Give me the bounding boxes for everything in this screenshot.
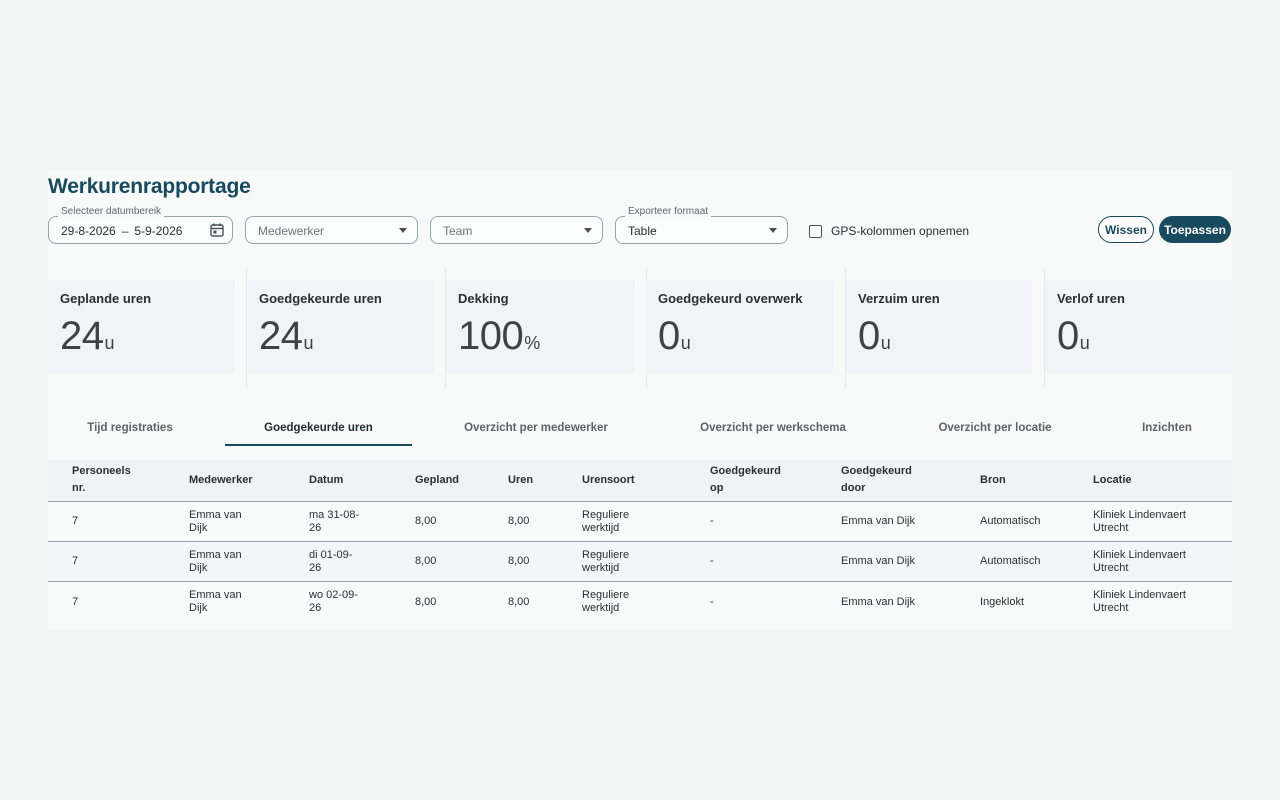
kpi-label: Verzuim uren	[858, 291, 940, 306]
cell-employee-number: 7	[72, 555, 79, 567]
team-placeholder: Team	[443, 224, 473, 238]
gps-checkbox[interactable]	[809, 225, 822, 238]
kpi-label: Geplande uren	[60, 291, 152, 306]
date-range-separator: –	[121, 224, 129, 238]
date-range-end: 5-9-2026	[134, 224, 183, 238]
employee-placeholder: Medewerker	[258, 224, 325, 238]
kpi-label: Dekking	[458, 291, 509, 306]
cell-approved-on: -	[710, 515, 714, 527]
column-header-employee-number[interactable]: Personeels nr.	[72, 465, 131, 494]
tab-per-schedule[interactable]: Overzicht per werkschema	[700, 422, 846, 434]
cell-planned: 8,00	[415, 596, 437, 608]
cell-approved-by: Emma van Dijk	[841, 596, 915, 608]
cell-hour-type: Reguliere werktijd	[582, 589, 630, 614]
cell-approved-by: Emma van Dijk	[841, 555, 915, 567]
cell-approved-by: Emma van Dijk	[841, 515, 915, 527]
column-header-approved-by[interactable]: Goedgekeurd door	[841, 465, 912, 494]
date-range-start: 29-8-2026	[61, 224, 116, 238]
kpi-value: 0u	[658, 314, 691, 358]
calendar-icon[interactable]	[209, 222, 225, 238]
gps-checkbox-label: GPS-kolommen opnemen	[831, 224, 970, 238]
cell-employee: Emma van Dijk	[189, 509, 242, 534]
chevron-down-icon	[584, 228, 592, 233]
column-header-hour-type[interactable]: Urensoort	[582, 474, 635, 486]
cell-hours: 8,00	[508, 515, 530, 527]
cell-source: Ingeklokt	[980, 596, 1025, 608]
cell-approved-on: -	[710, 555, 714, 567]
kpi-value: 0u	[858, 314, 891, 358]
kpi-unit: u	[880, 333, 891, 353]
chevron-down-icon	[769, 228, 777, 233]
team-select[interactable]	[430, 216, 603, 244]
cell-hours: 8,00	[508, 555, 530, 567]
cell-source: Automatisch	[980, 555, 1041, 567]
apply-button[interactable]: Toepassen	[1159, 216, 1231, 243]
kpi-value: 24u	[60, 314, 115, 358]
page-title: Werkurenrapportage	[48, 175, 251, 198]
cell-date: wo 02-09- 26	[309, 589, 358, 614]
table-row[interactable]	[48, 542, 1232, 582]
cell-employee-number: 7	[72, 515, 79, 527]
date-range-value[interactable]	[61, 224, 182, 238]
column-header-location[interactable]: Locatie	[1093, 474, 1132, 486]
kpi-value: 100%	[458, 314, 540, 358]
cell-employee-number: 7	[72, 596, 79, 608]
kpi-card-planned-hours	[48, 280, 235, 373]
cell-date: ma 31-08- 26	[309, 509, 360, 534]
kpi-card-approved-hours	[247, 280, 434, 373]
table-header	[48, 460, 1232, 502]
cell-employee: Emma van Dijk	[189, 549, 242, 574]
kpi-label: Goedgekeurde uren	[259, 291, 382, 306]
cell-date: di 01-09- 26	[309, 549, 353, 574]
kpi-card-leave-hours	[1045, 280, 1232, 373]
tab-per-employee[interactable]: Overzicht per medewerker	[464, 422, 608, 434]
kpi-unit: u	[104, 333, 115, 353]
column-header-date[interactable]: Datum	[309, 474, 344, 486]
kpi-unit: u	[1079, 333, 1090, 353]
date-range-field[interactable]	[48, 206, 233, 244]
export-format-value: Table	[628, 224, 657, 238]
kpi-unit: u	[680, 333, 691, 353]
tab-per-location[interactable]: Overzicht per locatie	[938, 422, 1052, 434]
tab-insights[interactable]: Inzichten	[1142, 422, 1192, 434]
kpi-unit: %	[524, 333, 540, 353]
cell-hour-type: Reguliere werktijd	[582, 509, 630, 534]
export-format-legend: Exporteer formaat	[625, 206, 711, 218]
cell-planned: 8,00	[415, 555, 437, 567]
tab-approved-hours[interactable]: Goedgekeurde uren	[225, 412, 412, 446]
kpi-value: 24u	[259, 314, 314, 358]
kpi-card-absence-hours	[846, 280, 1032, 373]
cell-hours: 8,00	[508, 596, 530, 608]
cell-planned: 8,00	[415, 515, 437, 527]
cell-source: Automatisch	[980, 515, 1041, 527]
cell-employee: Emma van Dijk	[189, 589, 242, 614]
tab-time-registrations[interactable]: Tijd registraties	[87, 422, 173, 434]
cell-hour-type: Reguliere werktijd	[582, 549, 630, 574]
clear-button[interactable]: Wissen	[1098, 216, 1154, 243]
cell-location: Kliniek Lindenvaert Utrecht	[1093, 589, 1186, 614]
kpi-card-coverage	[446, 280, 635, 373]
table-row[interactable]	[48, 582, 1232, 626]
cell-approved-on: -	[710, 596, 714, 608]
gps-columns-option[interactable]	[809, 224, 969, 238]
export-format-select[interactable]	[615, 206, 788, 244]
employee-select[interactable]	[245, 216, 418, 244]
date-range-legend: Selecteer datumbereik	[58, 206, 164, 218]
cell-location: Kliniek Lindenvaert Utrecht	[1093, 549, 1186, 574]
column-header-planned[interactable]: Gepland	[415, 474, 460, 486]
kpi-card-approved-overtime	[646, 280, 833, 373]
kpi-unit: u	[303, 333, 314, 353]
kpi-label: Goedgekeurd overwerk	[658, 291, 803, 306]
table-row[interactable]	[48, 502, 1232, 542]
chevron-down-icon	[399, 228, 407, 233]
column-header-employee[interactable]: Medewerker	[189, 474, 253, 486]
column-header-hours[interactable]: Uren	[508, 474, 534, 486]
cell-location: Kliniek Lindenvaert Utrecht	[1093, 509, 1186, 534]
kpi-label: Verlof uren	[1057, 291, 1125, 306]
kpi-value: 0u	[1057, 314, 1090, 358]
column-header-source[interactable]: Bron	[980, 474, 1006, 486]
column-header-approved-on[interactable]: Goedgekeurd op	[710, 465, 781, 494]
